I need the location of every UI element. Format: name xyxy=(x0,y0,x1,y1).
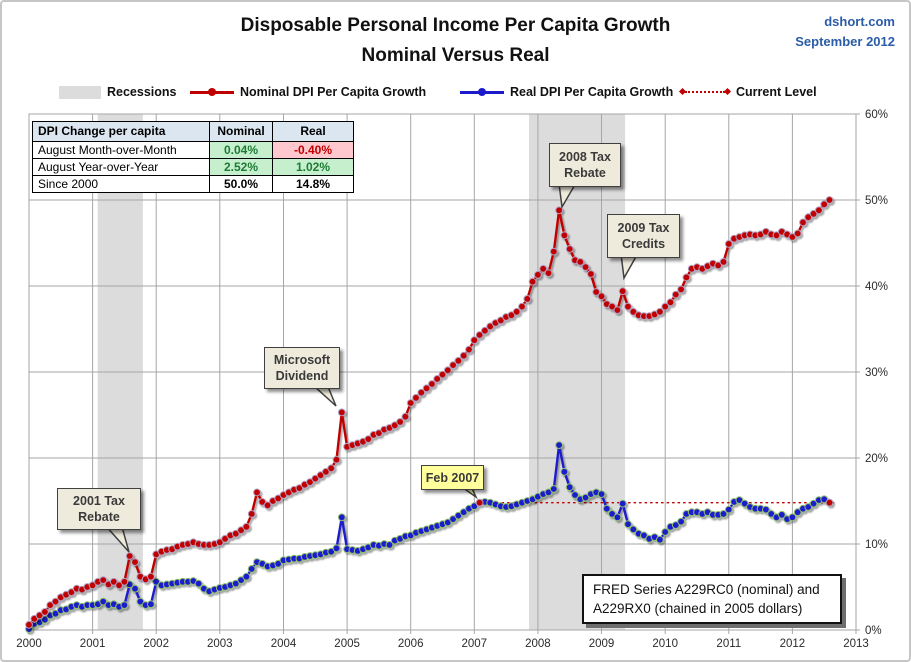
callout-text: Feb 2007 xyxy=(425,470,480,485)
x-axis-label: 2010 xyxy=(652,638,678,650)
y-axis-label: 30% xyxy=(865,367,889,379)
callout-feb-2007 xyxy=(421,465,484,490)
table-header-row xyxy=(33,122,354,142)
table-row xyxy=(33,159,354,176)
legend-label: Current Level xyxy=(736,85,817,99)
real-value: 1.02% xyxy=(273,159,354,176)
x-axis-label: 2001 xyxy=(79,638,106,650)
y-axis-label: 10% xyxy=(865,539,889,551)
legend-label: Nominal DPI Per Capita Growth xyxy=(240,85,427,99)
fred-note-line-1: FRED Series A229RC0 (nominal) and xyxy=(593,582,820,597)
x-axis-label: 2007 xyxy=(461,638,488,650)
callout-text: 2008 Tax Rebate xyxy=(559,150,611,180)
x-axis-label: 2009 xyxy=(588,638,615,650)
nominal-value: 50.0% xyxy=(210,176,273,193)
title-line-1: Disposable Personal Income Per Capita Growth xyxy=(240,15,671,36)
title-line-2: Nominal Versus Real xyxy=(361,45,550,66)
table-header-label: DPI Change per capita xyxy=(33,122,210,142)
callout-2008-tax-rebate xyxy=(549,143,621,187)
nominal-value: 2.52% xyxy=(210,159,273,176)
x-axis-label: 2005 xyxy=(334,638,360,650)
callout-tails xyxy=(2,2,909,660)
x-axis-label: 2008 xyxy=(525,638,551,650)
legend-label: Real DPI Per Capita Growth xyxy=(510,85,674,99)
real-value: -0.40% xyxy=(273,142,354,159)
callout-text: 2001 Tax Rebate xyxy=(73,494,125,524)
table-header-nominal: Nominal xyxy=(210,122,273,142)
fred-note-line-2: A229RX0 (chained in 2005 dollars) xyxy=(593,601,803,616)
source-date: September 2012 xyxy=(795,34,895,49)
x-axis-label: 2004 xyxy=(270,638,297,650)
y-axis-label: 60% xyxy=(865,109,889,121)
y-axis-label: 20% xyxy=(865,453,889,465)
table-row xyxy=(33,176,354,193)
x-axis-label: 2006 xyxy=(397,638,424,650)
x-axis-label: 2012 xyxy=(779,638,806,650)
y-axis-label: 40% xyxy=(865,281,889,293)
row-label: August Year-over-Year xyxy=(33,159,210,176)
row-label: August Month-over-Month xyxy=(33,142,210,159)
real-value: 14.8% xyxy=(273,176,354,193)
y-axis-label: 50% xyxy=(865,195,889,207)
source-site: dshort.com xyxy=(824,14,895,29)
x-axis-label: 2011 xyxy=(716,638,742,650)
table-row xyxy=(33,142,354,159)
x-axis-label: 2002 xyxy=(143,638,169,650)
x-axis-label: 2003 xyxy=(207,638,233,650)
x-axis-label: 2000 xyxy=(16,638,42,650)
nominal-value: 0.04% xyxy=(210,142,273,159)
x-axis-label: 2013 xyxy=(843,638,869,650)
callout-text: 2009 Tax Credits xyxy=(617,221,670,251)
y-axis-label: 0% xyxy=(865,625,882,637)
callout-2009-tax-credits xyxy=(607,214,680,258)
legend-label: Recessions xyxy=(107,85,177,99)
table-header-real: Real xyxy=(273,122,354,142)
fred-series-note xyxy=(582,574,842,624)
callout-2001-tax-rebate xyxy=(57,488,141,530)
callout-text: Microsoft Dividend xyxy=(273,353,331,383)
callout-microsoft-dividend xyxy=(264,347,340,389)
dpi-change-table xyxy=(32,121,354,193)
row-label: Since 2000 xyxy=(33,176,210,193)
